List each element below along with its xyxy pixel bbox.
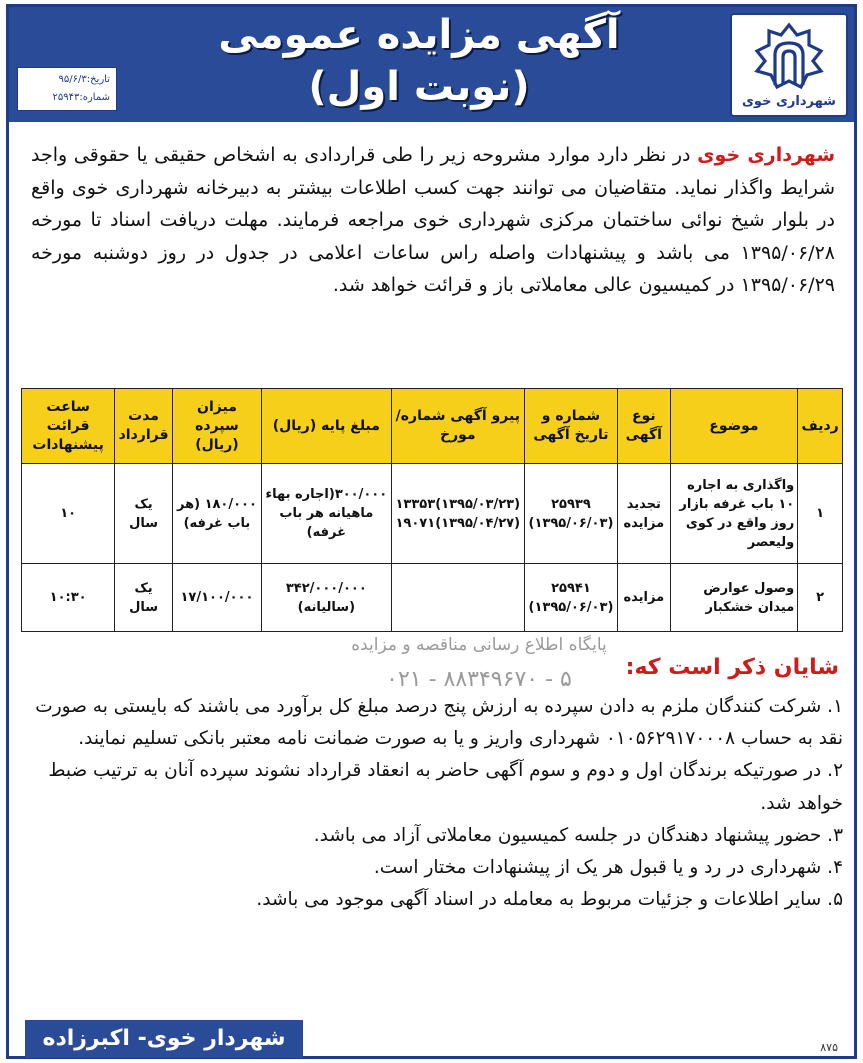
header-banner <box>9 7 854 122</box>
cell-ad-number-date: ۲۵۹۳۹ (۱۳۹۵/۰۶/۰۳) <box>524 464 617 564</box>
col-header-subject: موضوع <box>670 389 798 464</box>
rosette-logo-icon <box>751 21 827 95</box>
note-item: ۳. حضور پیشنهاد دهندگان در جلسه کمیسیون معاملاتی آزاد می باشد. <box>313 824 843 846</box>
notes-list <box>31 691 843 916</box>
cell-subject: وصول عوارض میدان خشکبار <box>670 564 798 632</box>
col-header-contract-period: مدت قرارداد <box>115 389 173 464</box>
logo-caption: شهرداری خوی <box>742 94 836 109</box>
cell-opening-time: ۱۰ <box>22 464 115 564</box>
cell-opening-time: ۱۰:۳۰ <box>22 564 115 632</box>
watermark-portal-name: پایگاه اطلاع رسانی مناقصه و مزایده <box>351 635 607 655</box>
reference-box <box>17 67 117 111</box>
cell-ad-number-date: ۲۵۹۴۱ (۱۳۹۵/۰۶/۰۳) <box>524 564 617 632</box>
advertisement <box>6 4 857 1059</box>
ref-number: شماره:۲۵۹۴۳ <box>52 92 110 103</box>
table-header-row <box>22 389 843 464</box>
cell-deposit: ۱۷/۱۰۰/۰۰۰ <box>172 564 261 632</box>
col-header-previous-ad: پیرو آگهی شماره/ مورخ <box>391 389 524 464</box>
note-item: ۵. سایر اطلاعات و جزئیات مربوط به معامله در اسناد آگهی موجود می باشد. <box>256 889 843 911</box>
municipality-logo <box>730 13 848 117</box>
organization-name: شهرداری خوی <box>697 144 836 166</box>
cell-contract-period: یک سال <box>115 564 173 632</box>
cell-ad-type: تجدید مزایده <box>617 464 670 564</box>
col-header-opening-time: ساعت قرائت پیشنهادات <box>22 389 115 464</box>
col-header-row-number: ردیف <box>798 389 843 464</box>
page-subtitle: (نوبت اول) <box>308 64 530 110</box>
col-header-ad-type: نوع آگهی <box>617 389 670 464</box>
cell-row-number: ۱ <box>798 464 843 564</box>
note-item: ۴. شهرداری در رد و یا قبول هر یک از پیشنهادات مختار است. <box>373 857 843 879</box>
cell-previous-ad: (۱۳۹۵/۰۳/۲۳)۱۳۳۵۳ (۱۳۹۵/۰۴/۲۷)۱۹۰۷۱ <box>391 464 524 564</box>
cell-base-price: ۳۰۰/۰۰۰(اجاره بهاء ماهیانه هر باب غرفه) <box>262 464 392 564</box>
cell-contract-period: یک سال <box>115 464 173 564</box>
cell-row-number: ۲ <box>798 564 843 632</box>
col-header-base-price: مبلغ پایه (ریال) <box>262 389 392 464</box>
ad-code: ۸۷۵ <box>820 1041 838 1054</box>
col-header-ad-number-date: شماره و تاریخ آگهی <box>524 389 617 464</box>
mayor-signature: شهردار خوی- اکبرزاده <box>25 1020 303 1058</box>
watermark-phone: ۰۲۱ - ۸۸۳۴۹۶۷۰ - ۵ <box>386 667 572 692</box>
auction-table <box>21 388 843 632</box>
table-row <box>22 564 843 632</box>
cell-ad-type: مزایده <box>617 564 670 632</box>
note-item: ۲. در صورتیکه برندگان اول و دوم و سوم آگهی حاضر به انعقاد قرارداد نشوند سپرده آنان به ترتیب ضبط خواهد شد. <box>48 760 843 814</box>
cell-previous-ad <box>391 564 524 632</box>
col-header-deposit: میزان سپرده (ریال) <box>172 389 261 464</box>
cell-subject: واگذاری به اجاره ۱۰ باب غرفه بازار روز واقع در کوی ولیعصر <box>670 464 798 564</box>
intro-paragraph <box>31 139 835 302</box>
note-item: ۱. شرکت کنندگان ملزم به دادن سپرده به ارزش پنج درصد مبلغ کل برآورد می باشند که بایستی به صورت نقد به حساب ۰۱۰۵۶۲۹۱۷۰۰۰۸ شهرداری واریز و یا به صورت ضمانت نامه معتبر بانکی تسلیم نمایند. <box>35 696 843 750</box>
cell-base-price: ۳۴۲/۰۰۰/۰۰۰ (سالیانه) <box>262 564 392 632</box>
cell-deposit: ۱۸۰/۰۰۰ (هر باب غرفه) <box>172 464 261 564</box>
table-row <box>22 464 843 564</box>
page-title: آگهی مزایده عمومی <box>218 12 620 58</box>
ref-date: تاریخ:۹۵/۶/۳ <box>58 74 110 85</box>
intro-text: در نظر دارد موارد مشروحه زیر را طی قراردادی به اشخاص حقیقی یا حقوقی واجد شرایط واگذار نماید. متقاضیان می توانند جهت کسب اطلاعات بیشتر به دبیرخانه شهرداری خوی واقع در بلوار شیخ نوائی ساختمان مرکزی شهرداری خوی مراجعه فرمایند. مهلت دریافت اسناد تا مورخه ۱۳۹۵/۰۶/۲۸ می باشد و پیشنهادات واصله راس ساعات اعلامی در جدول در روز دوشنبه مورخه ۱۳۹۵/۰۶/۲۹ در کمیسیون عالی معاملاتی باز و قرائت خواهد شد. <box>31 144 835 297</box>
notes-heading: شایان ذکر است که: <box>625 655 839 680</box>
